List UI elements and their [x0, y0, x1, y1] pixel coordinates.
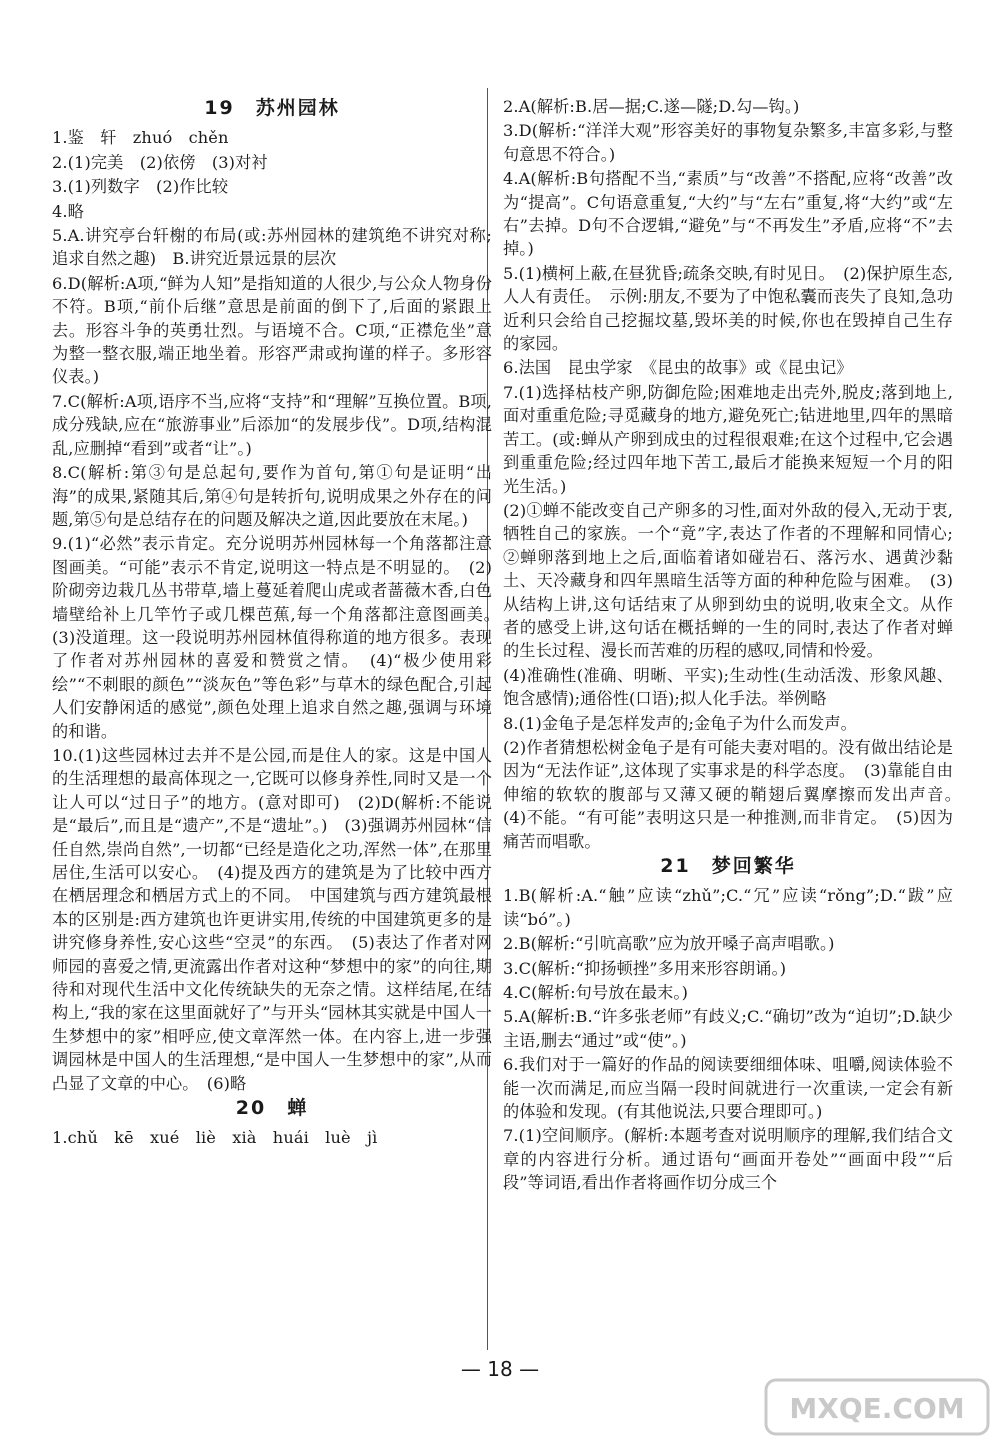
answer-item: 4.C(解析:句号放在最末。): [503, 983, 689, 1003]
answer-item: 5.A(解析:B.“许多张老师”有歧义;C.“确切”改为“迫切”;D.缺少主语,删去“通过”或“使”。): [503, 1007, 953, 1050]
answer-item: 9.(1)“必然”表示肯定。充分说明苏州园林每一个角落都注意图画美。“可能”表示不肯定,说明这一特点是不明显的。 (2)阶砌旁边栽几丛书带草,墙上蔓延着爬山虎或者蔷薇木香,白色墙壁给补上几竿竹子或几棵芭蕉,每一个角落都注意图画美。 (3)没道理。这一段说明苏州园林值得称道的地方很多。表现了作者对苏州园林的喜爱和赞赏之情。 (4)“极少使用彩绘”“不刺眼的颜色”“淡灰色”等色彩”与草木的绿色配合,引起人们安静闲适的感觉”,颜色处理上追求自然之趣,强调与环境的和谐。: [52, 534, 509, 741]
answer-item: (2)作者猜想松树金龟子是有可能夫妻对唱的。没有做出结论是因为“无法作证”,这体现了实事求是的科学态度。 (3)靠能自由伸缩的软软的腹部与又薄又硬的鞘翅后翼摩擦而发出声音。 (4)不能。“有可能”表明这只是一种推测,而非肯定。 (5)因为痛苦而唱歌。: [503, 737, 970, 851]
answer-item: 1.鉴 轩 zhuó chěn: [52, 128, 229, 148]
page-number: — 18 —: [460, 1357, 540, 1381]
answer-item: 6.我们对于一篇好的作品的阅读要细细体味、咀嚼,阅读体验不能一次而满足,而应当隔一段时间就进行一次重读,一定会有新的体验和发现。(有其他说法,只要合理即可。): [503, 1055, 953, 1122]
right-column: [503, 95, 970, 1196]
answer-item: 2.B(解析:“引吭高歌”应为放开嗓子高声唱歌。): [503, 934, 835, 954]
answer-item: (4)准确性(准确、明晰、平实);生动性(生动活泼、形象风趣、饱含感情);通俗性(口语);拟人化手法。举例略: [503, 665, 953, 709]
answer-item: 7.(1)空间顺序。(解析:本题考查对说明顺序的理解,我们结合文章的内容进行分析。通过语句“画面开卷处”“画面中段”“后段”等词语,看出作者将画作切分成三个: [503, 1126, 953, 1193]
answer-item: 5.(1)横柯上蔽,在昼犹昏;疏条交映,有时见日。 (2)保护原生态,人人有责任。 示例:朋友,不要为了中饱私囊而丧失了良知,急功近利只会给自己挖掘坟墓,毁坏美的时候,你也在毁掉自己生存的家园。: [503, 263, 953, 354]
answer-item: 3.D(解析:“洋洋大观”形容美好的事物复杂繁多,丰富多彩,与整句意思不符合。): [503, 121, 953, 164]
answer-item: (2)①蝉不能改变自己产卵多的习性,面对外敌的侵入,无动于衷,牺牲自己的家族。一个“竟”字,表达了作者的不理解和同情心; ②蝉卵落到地上之后,面临着诸如碰岩石、落污水、遇黄沙黏土、天冷藏身和四年黑暗生活等方面的种种危险与困难。 (3)从结构上讲,这句话结束了从卵到幼虫的说明,收束全文。从作者的感受上讲,这句话在概括蝉的一生的同时,表达了作者对蝉的生长过程、漫长而苦难的历程的感叹,同情和怜爱。: [503, 500, 970, 661]
answer-item: 1.chǔ kē xué liè xià huái luè jì: [52, 1128, 378, 1148]
answer-item: 4.A(解析:B句搭配不当,“素质”与“改善”不搭配,应将“改善”改为“提高”。C句语意重复,“大约”与“左右”重复,将“大约”或“左右”去掉。D句不合逻辑,“避免”与“不再发生”矛盾,应将“不”去掉。): [503, 169, 953, 259]
answer-item: 8.(1)金龟子是怎样发声的;金龟子为什么而发声。: [503, 713, 857, 733]
answer-item: 6.D(解析:A项,“鲜为人知”是指知道的人很少,与公众人物身份不符。B项,“前仆后继”意思是前面的倒下了,后面的紧跟上去。形容斗争的英勇壮烈。与语境不合。C项,“正襟危坐”意为整一整衣服,端正地坐着。形容严肃或拘谨的样子。多形容仪表。): [52, 273, 492, 387]
answer-item: 10.(1)这些园林过去并不是公园,而是住人的家。这是中国人的生活理想的最高体现之一,它既可以修身养性,同时又是一个让人可以“过日子”的地方。(意对即可) (2)D(解析:不能说是“最后”,而且是“遗产”,不是“遗址”。) (3)强调苏州园林“信任自然,崇尚自然”,一切都“已经是造化之功,浑然一体”,在那里居住,生活可以安心。 (4)提及西方的建筑是为了比较中西方在栖居理念和栖居方式上的不同。 中国建筑与西方建筑最根本的区别是:西方建筑也许更讲实用,传统的中国建筑更多的是讲究修身养性,安心这些“空灵”的东西。 (5)表达了作者对网师园的喜爱之情,更流露出作者对这种“梦想中的家”的向往,期待和对现代生活中文化传统缺失的无奈之情。这样结尾,在结构上,“我的家在这里面就好了”与开头“园林其实就是中国人一生梦想中的家”相呼应,使文章浑然一体。在内容上,进一步强调园林是中国人的生活理想,“是中国人一生梦想中的家”,从而凸显了文章的中心。 (6)略: [52, 745, 492, 1093]
answer-item: 5.A.讲究亭台轩榭的布局(或:苏州园林的建筑绝不讲究对称;追求自然之趣) B.讲究近景远景的层次: [52, 226, 492, 269]
answer-item: 2.(1)完美 (2)依傍 (3)对衬: [52, 152, 268, 172]
answer-item: 7.(1)选择枯枝产卵,防御危险;困难地走出壳外,脱皮;落到地上,面对重重危险;寻觅藏身的地方,避免死亡;钻进地里,四年的黑暗苦工。(或:蝉从产卵到成虫的过程很艰难;在这个过程中,它会遇到重重危险;经过四年地下苦工,最后才能换来短短一个月的阳光生活。): [503, 382, 953, 496]
answer-item: 1.B(解析:A.“触”应读“zhǔ”;C.“冗”应读“rǒng”;D.“跋”应读“bó”。): [503, 886, 953, 929]
answer-item: 2.A(解析:B.居—据;C.遂—隧;D.勾—钩。): [503, 97, 800, 116]
answer-item: 4.略: [52, 201, 84, 221]
left-column: [52, 95, 509, 1151]
answer-item: 8.C(解析:第③句是总起句,要作为首句,第①句是证明“出海”的成果,紧随其后,第④句是转折句,说明成果之外存在的问题,第⑤句是总结存在的问题及解决之道,因此要放在末尾。): [52, 463, 492, 529]
watermark-text: MXQE.COM: [789, 1392, 965, 1425]
section-21-title: 21 梦回繁华: [660, 855, 796, 877]
answer-item: 3.C(解析:“抑扬顿挫”多用来形容朗诵。): [503, 958, 787, 978]
answer-item: 3.(1)列数字 (2)作比较: [52, 177, 229, 197]
answer-item: 7.C(解析:A项,语序不当,应将“支持”和“理解”互换位置。B项,成分残缺,应在“旅游事业”后添加“的发展步伐”。D项,结构混乱,应删掉“看到”或者“让”。): [52, 391, 492, 458]
answer-item: 6.法国 昆虫学家 《昆虫的故事》或《昆虫记》: [503, 358, 853, 378]
section-19-title: 19 苏州园林: [204, 97, 340, 119]
watermark-logo-icon: [762, 1376, 992, 1438]
section-20-title: 20 蝉: [235, 1097, 309, 1120]
